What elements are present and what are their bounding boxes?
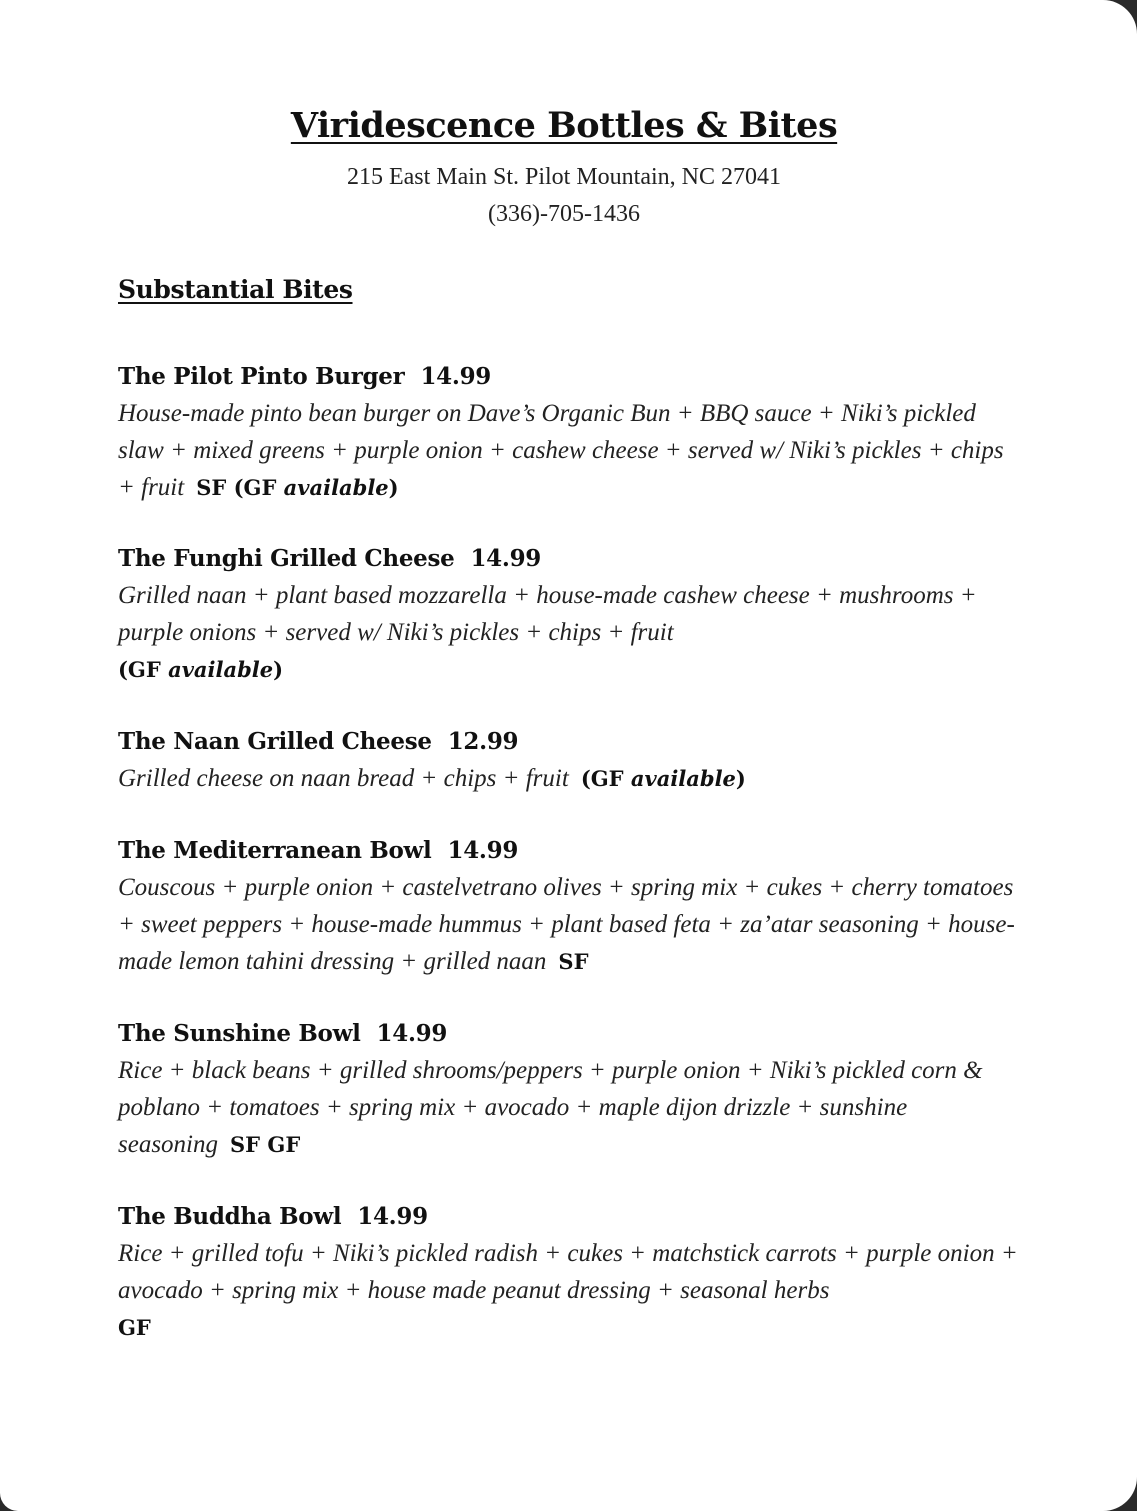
item-description-text: House-made pinto bean burger on Dave’s Organic Bun + BBQ sauce + Niki’s pickled slaw + mixed greens + purple onion + cashew cheese + served w/ Niki’s pickles + chips + fruit	[118, 400, 1004, 501]
menu-item-sunshine-bowl	[118, 1015, 1018, 1163]
item-price: 12.99	[447, 728, 519, 755]
restaurant-name: Viridescence Bottles & Bites	[290, 105, 838, 146]
restaurant-phone: (336)-705-1436	[488, 201, 640, 227]
item-header	[118, 723, 1018, 760]
menu-item-pilot-pinto-burger	[118, 358, 1018, 506]
item-header	[118, 358, 1018, 395]
item-description	[118, 1235, 1018, 1346]
dietary-tags	[581, 766, 746, 791]
tag-text-italic: available	[168, 657, 274, 682]
menu-item-funghi-grilled-cheese	[118, 540, 1018, 688]
item-name: The Sunshine Bowl	[118, 1020, 361, 1047]
item-name: The Buddha Bowl	[118, 1203, 342, 1230]
item-header	[118, 1015, 1018, 1052]
item-description	[118, 577, 1018, 688]
item-header	[118, 540, 1018, 577]
section-title: Substantial Bites	[118, 275, 353, 304]
tag-text: SF (GF	[196, 475, 277, 500]
menu-item-mediterranean-bowl	[118, 832, 1018, 980]
item-header	[118, 832, 1018, 869]
tag-text-suffix: )	[388, 475, 399, 500]
menu-item-naan-grilled-cheese	[118, 723, 1018, 797]
item-description-text: Couscous + purple onion + castelvetrano olives + spring mix + cukes + cherry tomatoes + sweet peppers + house-made hummus + plant based feta + za’atar seasoning + house-made lemon tahini dressing + grilled naan	[118, 874, 1015, 975]
item-name: The Pilot Pinto Burger	[118, 363, 405, 390]
dietary-tags	[196, 475, 398, 500]
item-price: 14.99	[376, 1020, 448, 1047]
item-description	[118, 1052, 1018, 1163]
item-description-text: Rice + black beans + grilled shrooms/peppers + purple onion + Niki’s pickled corn & poblano + tomatoes + spring mix + avocado + maple dijon drizzle + sunshine seasoning	[118, 1057, 983, 1158]
item-description-text: Grilled naan + plant based mozzarella + house-made cashew cheese + mushrooms + purple onions + served w/ Niki’s pickles + chips + fruit	[118, 582, 977, 646]
item-name: The Mediterranean Bowl	[118, 837, 432, 864]
tag-text: (GF	[118, 657, 161, 682]
item-price: 14.99	[470, 545, 541, 572]
tag-text-italic: available	[283, 475, 389, 500]
item-name: The Funghi Grilled Cheese	[118, 545, 455, 572]
item-name: The Naan Grilled Cheese	[118, 728, 432, 755]
item-price: 14.99	[420, 363, 491, 390]
dietary-tags: SF GF	[230, 1132, 301, 1157]
dietary-tags	[118, 651, 1018, 688]
restaurant-address: 215 East Main St. Pilot Mountain, NC 27041	[346, 164, 781, 190]
item-description-text: Grilled cheese on naan bread + chips + fruit	[118, 765, 569, 792]
item-price: 14.99	[357, 1203, 428, 1230]
menu-header	[0, 103, 1128, 233]
item-description	[118, 760, 1018, 797]
dietary-tags: GF	[118, 1315, 151, 1340]
item-description	[118, 395, 1018, 506]
item-price: 14.99	[447, 837, 519, 864]
tag-text-suffix: )	[273, 657, 284, 682]
dietary-tags: SF	[558, 949, 589, 974]
item-description	[118, 869, 1018, 980]
item-description-text: Rice + grilled tofu + Niki’s pickled radish + cukes + matchstick carrots + purple onion + avocado + spring mix + house made peanut dressing + seasonal herbs	[118, 1240, 1018, 1304]
menu-item-buddha-bowl	[118, 1198, 1018, 1346]
tag-text: (GF	[580, 766, 624, 791]
tag-text-suffix: )	[735, 766, 746, 791]
tag-text-italic: available	[630, 766, 736, 791]
item-header	[118, 1198, 1018, 1235]
